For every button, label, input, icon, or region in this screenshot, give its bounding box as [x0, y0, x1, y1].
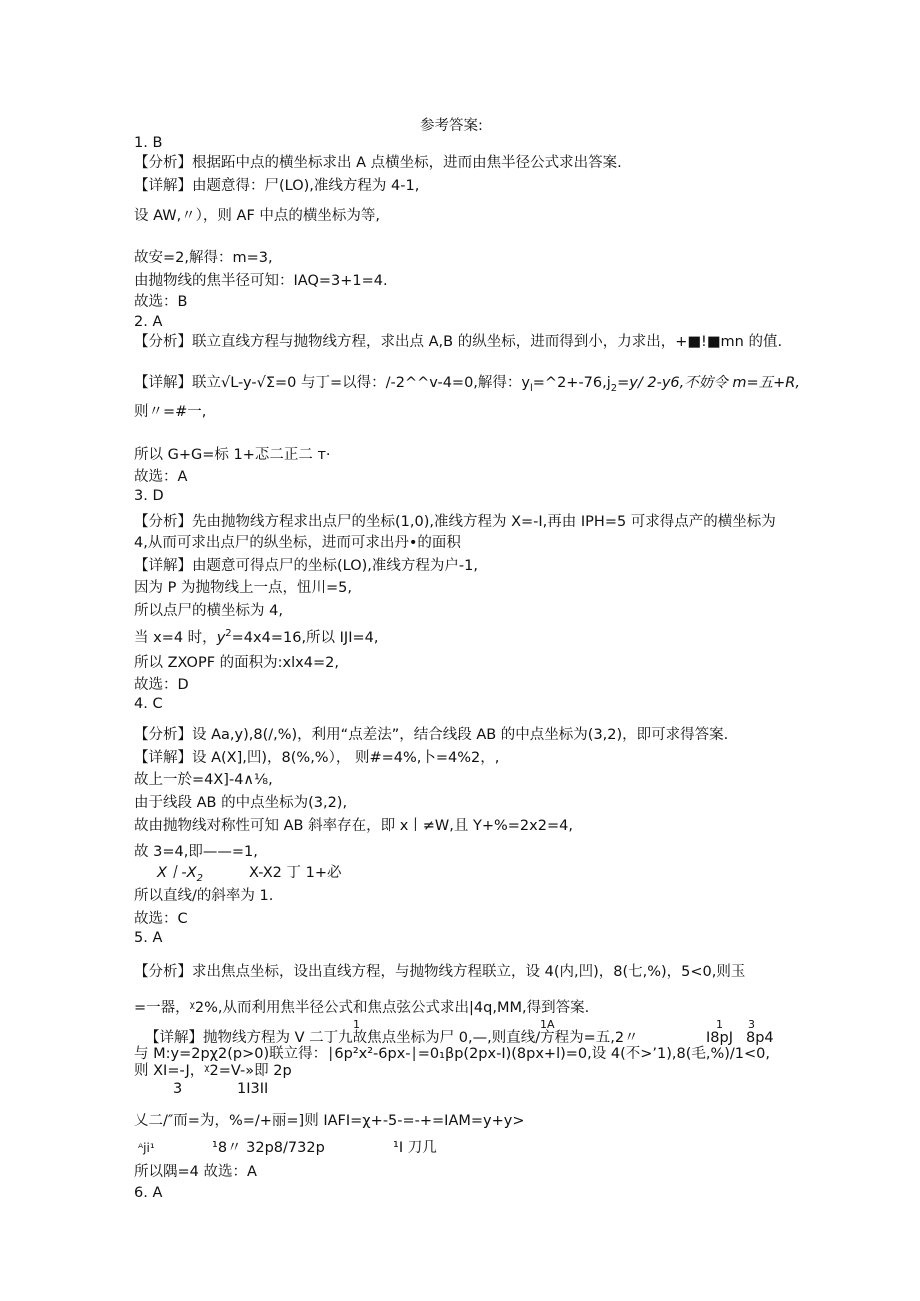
solution-text: 故上一於=4X]-4∧⅛,	[134, 772, 273, 788]
fraction-denominator: ¹8〃 32p8/732p	[212, 1140, 325, 1156]
analysis-text: =一器，ᵡ2%,从而利用焦半径公式和焦点弦公式求出|4q,MM,得到答案.	[134, 1000, 590, 1016]
solution-text	[134, 625, 378, 647]
subscript: l	[530, 382, 533, 394]
solution-text: 所以 ZXOPF 的面积为:xlx4=2,	[134, 655, 339, 671]
question-number: 3. D	[134, 488, 164, 504]
analysis-text: 【分析】设 Aa,y),8(/,%)，利用“点差法”，结合线段 AB 的中点坐标为(3,2)，即可求得答案.	[134, 727, 729, 743]
solution-fragment: y	[216, 629, 226, 646]
fraction-denominator: X-X2 丁 1+必	[249, 865, 342, 881]
question-number: 5. A	[134, 930, 163, 946]
superscript: 1	[353, 1018, 360, 1031]
solution-fragment: / 2-y6,不妨令 m=五+R,	[637, 375, 800, 391]
analysis-text: 【分析】根据跖中点的横坐标求出 A 点横坐标，进而由焦半径公式求出答案.	[134, 155, 622, 171]
solution-text: 【详解】由题意得：尸(LO),准线方程为 4-1,	[134, 178, 420, 194]
answer-choice: 故选：C	[134, 911, 188, 927]
question-number: 4. C	[134, 696, 163, 712]
solution-fragment: =^2+-76,j	[532, 375, 611, 391]
solution-text: 故由抛物线对称性可知 AB 斜率存在，即 x丨≠W,且 Y+%=2x2=4,	[134, 818, 573, 834]
solution-text: 因为 P 为抛物线上一点，忸川=5,	[134, 580, 352, 596]
solution-fragment: =4x4=16,所以 IJI=4,	[231, 629, 379, 646]
solution-text: 所以点尸的横坐标为 4,	[134, 603, 283, 619]
solution-text	[134, 374, 800, 398]
fraction-denominator: 3	[173, 1081, 183, 1097]
page-title: 参考答案:	[420, 118, 483, 134]
fraction-denominator: ᴬji¹	[138, 1141, 155, 1155]
subscript: 2	[196, 872, 203, 884]
superscript: 1A	[540, 1018, 555, 1031]
answer-choice: 所以隅=4 故选：A	[134, 1164, 257, 1180]
solution-text: 由于线段 AB 的中点坐标为(3,2),	[134, 795, 348, 811]
answer-choice: 故选：B	[134, 294, 188, 310]
solution-text: 设 AW,〃），则 AF 中点的横坐标为等,	[134, 208, 381, 224]
analysis-text: 【分析】先由抛物线方程求出点尸的坐标(1,0),准线方程为 X=-I,再由 IPH=5 可求得点产的横坐标为 4,从而可求出点尸的纵坐标，进而可求出丹•的面积	[134, 514, 776, 551]
analysis-text: 【分析】求出焦点坐标，设出直线方程，与抛物线方程联立，设 4(内,凹)，8(七,%)，5<0,则玉	[134, 964, 746, 980]
solution-text: 所以直线/的斜率为 1.	[134, 888, 274, 904]
solution-fragment: =y	[617, 375, 638, 391]
solution-fragment: X丨-X	[157, 865, 197, 881]
superscript: 1	[716, 1018, 723, 1031]
solution-text: 【详解】设 A(X],凹)，8(%,%）， 则#=4%,卜=4%2，,	[134, 750, 500, 766]
fraction-denominator	[157, 864, 203, 888]
solution-fragment: 当 x=4 时，	[134, 629, 217, 646]
solution-text: 则 XI=-J，ᵡ2=V-»即 2p	[134, 1063, 292, 1079]
solution-text: 乂二/″而=为，%=/+丽=]则 IAFI=χ+-5-=-+=IAM=y+y>	[134, 1113, 525, 1129]
question-number: 2. A	[134, 314, 163, 330]
solution-text: 则〃=#一,	[134, 404, 207, 420]
fraction-denominator: 1I3II	[237, 1081, 269, 1097]
subscript: 2	[610, 382, 618, 394]
answer-choice: 故选：D	[134, 677, 189, 693]
solution-text: 【详解】由题意可得点尸的坐标(LO),准线方程为户-1,	[134, 558, 478, 574]
solution-text: 故 3=4,即——=1,	[134, 844, 258, 860]
solution-text: 故安=2,解得：m=3,	[134, 250, 273, 266]
solution-text: 与 M:y=2pχ2(p>0)联立得：∣6p²x²-6px-∣=0₁βp(2px-I)(8px+l)=0,设 4(不>’1),8(毛,%)/1<0,	[134, 1046, 770, 1062]
solution-fragment: 【详解】联立√L-y-√Σ=0 与丁=以得：/-2^^v-4=0,解得：y	[134, 375, 530, 391]
solution-text: 所以 G+G=标 1+忑二正二 т·	[134, 447, 331, 463]
question-number: 6. A	[134, 1185, 163, 1201]
solution-text: 由抛物线的焦半径可知：IAQ=3+1=4.	[134, 273, 388, 289]
question-number: 1. B	[134, 135, 163, 151]
analysis-text: 【分析】联立直线方程与抛物线方程，求出点 A,B 的纵坐标，进而得到小，力求出，+■!■mn 的值.	[134, 334, 783, 350]
superscript: 3	[748, 1018, 755, 1031]
superscript: 2	[225, 628, 232, 639]
fraction-denominator: ¹I 刀几	[393, 1140, 437, 1156]
solution-text: 【详解】抛物线方程为 V 二丁九故焦点坐标为尸 0,—,则直线/方程为=五,2〃	[145, 1030, 639, 1046]
solution-fragment: I8pJ	[706, 1030, 733, 1046]
solution-fragment: 8p4	[746, 1030, 774, 1046]
answer-choice: 故选：A	[134, 469, 188, 485]
